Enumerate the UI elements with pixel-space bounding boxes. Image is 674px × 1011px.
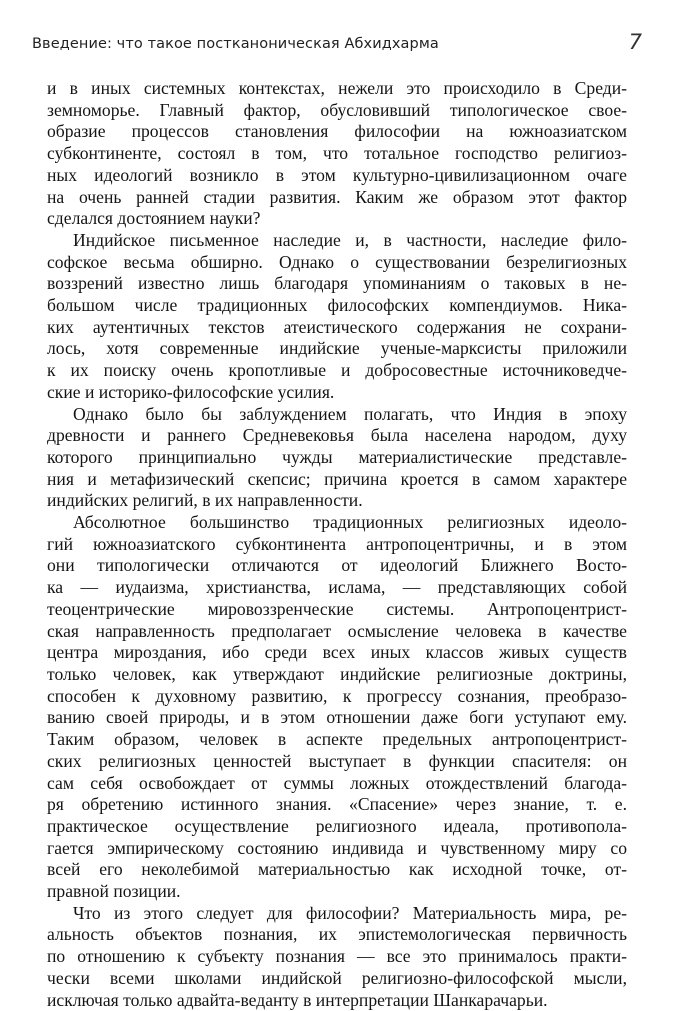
paragraph [47, 903, 627, 1011]
text-line: Индийское письменное наследие и, в частности, наследие фило- [73, 229, 627, 250]
text-line: ская направленность предполагает осмысление человека в качестве [47, 620, 627, 641]
text-line: древности и раннего Средневековья была населена народом, духу [47, 425, 627, 446]
paragraph [47, 230, 627, 404]
text-line: ря обретению истинного знания. «Спасение» через знание, т. е. [47, 794, 627, 815]
text-line: софское весьма обширно. Однако о существовании безрелигиозных [47, 251, 627, 272]
text-line: всей его неколебимой материальностью как исходной точке, от- [47, 859, 627, 880]
paragraph [47, 78, 627, 230]
text-line: большом числе традиционных философских компендиумов. Ника- [47, 295, 627, 316]
text-line: сам себя освобождает от суммы ложных отождествлений благода- [47, 772, 627, 793]
text-line: на очень ранней стадии развития. Каким же образом этот фактор [47, 186, 627, 207]
text-line: ских религиозных ценностей выступает в функции спасителя: он [47, 750, 627, 771]
text-line: гий южноазиатского субконтинента антропоцентричны, и в этом [47, 533, 627, 554]
text-line: ных идеологий возникло в этом культурно-цивилизационном очаге [47, 164, 627, 185]
text-line: сделался достоянием науки? [47, 208, 261, 229]
text-line: исключая только адвайта-веданту в интерпретации Шанкарачарьи. [47, 989, 548, 1010]
text-line: чески всеми школами индийской религиозно-философской мысли, [47, 967, 627, 988]
text-line: образие процессов становления философии на южноазиатском [47, 121, 627, 142]
text-line: земноморье. Главный фактор, обусловивший типологическое свое- [47, 99, 627, 120]
page-number: 7 [628, 30, 642, 54]
text-line: Что из этого следует для философии? Материальность мира, ре- [73, 902, 627, 923]
text-line: только человек, как утверждают индийские религиозные доктрины, [47, 663, 627, 684]
text-line: они типологически отличаются от идеологий Ближнего Восто- [47, 555, 627, 576]
text-line: теоцентрические мировоззренческие системы. Антропоцентрист- [47, 598, 627, 619]
text-line: индийских религий, в их направленности. [47, 490, 363, 511]
text-line: практическое осуществление религиозного идеала, противопола- [47, 815, 627, 836]
text-line: ские и историко-философские усилия. [47, 381, 335, 402]
running-header-title: Введение: что такое постканоническая Абхидхарма [32, 36, 439, 52]
text-line: по отношению к субъекту познания — все это принималось практи- [47, 946, 627, 967]
body-text [47, 78, 627, 1011]
text-line: способен к духовному развитию, к прогрессу сознания, преобразо- [47, 685, 627, 706]
text-line: воззрений известно лишь благодаря упоминаниям о таковых в не- [47, 273, 627, 294]
running-header [32, 30, 642, 60]
text-line: субконтиненте, состоял в том, что тотальное господство религиоз- [47, 143, 627, 164]
text-line: Однако было бы заблуждением полагать, что Индия в эпоху [73, 403, 627, 424]
text-line: ких аутентичных текстов атеистического содержания не сохрани- [47, 316, 627, 337]
text-line: которого принципиально чужды материалистические представле- [47, 446, 627, 467]
text-line: гается эмпирическому состоянию индивида и чувственному миру со [47, 837, 627, 858]
text-line: альность объектов познания, их эпистемологическая первичность [47, 924, 627, 945]
paragraph [47, 512, 627, 903]
text-line: правной позиции. [47, 881, 181, 902]
text-line: Таким образом, человек в аспекте предельных антропоцентрист- [47, 729, 627, 750]
text-line: лось, хотя современные индийские ученые-марксисты приложили [47, 338, 627, 359]
text-line: центра мироздания, ибо среди всех иных классов живых существ [47, 642, 627, 663]
text-line: ния и метафизический скепсис; причина кроется в самом характере [47, 468, 627, 489]
text-line: ванию своей природы, и в этом отношении даже боги уступают ему. [47, 707, 627, 728]
text-line: ка — иудаизма, христианства, ислама, — представляющих собой [47, 577, 627, 598]
text-line: и в иных системных контекстах, нежели это происходило в Среди- [47, 78, 627, 98]
text-line: к их поиску очень кропотливые и добросовестные источниковедче- [47, 360, 627, 381]
text-line: Абсолютное большинство традиционных религиозных идеоло- [73, 512, 627, 533]
paragraph [47, 404, 627, 513]
